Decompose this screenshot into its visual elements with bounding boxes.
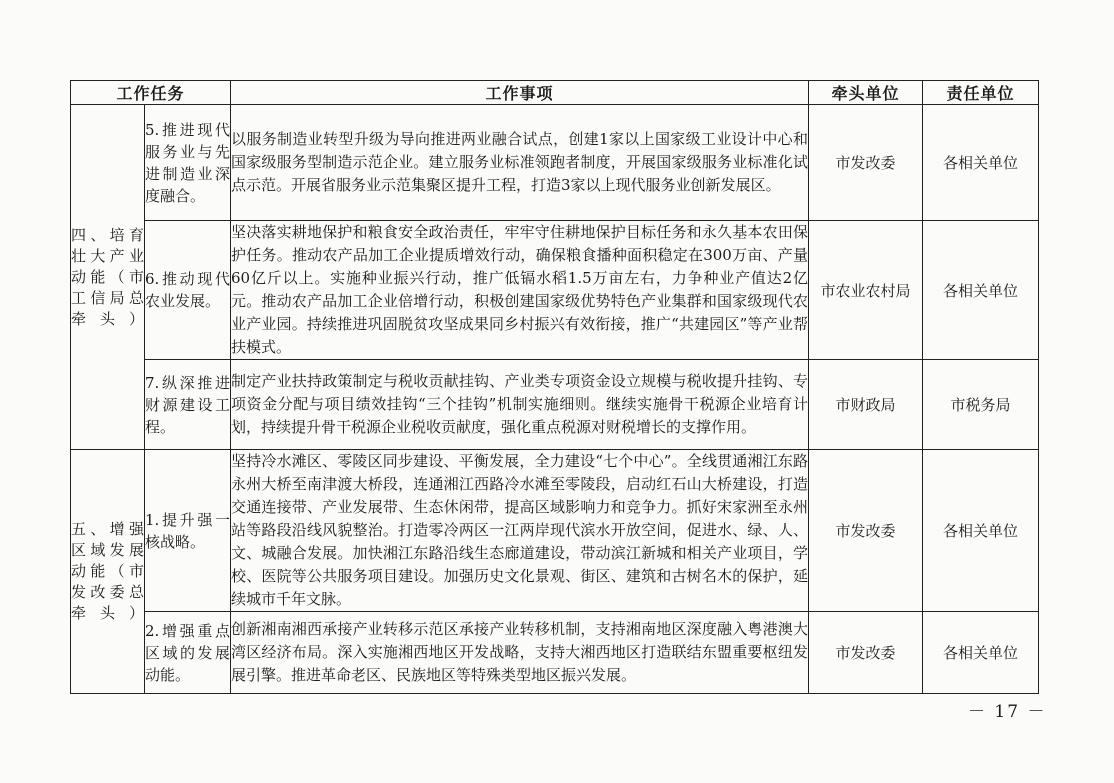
detail-cell: 坚持冷水滩区、零陵区同步建设、平衡发展，全力建设“七个中心”。全线贯通湘江东路永州大桥至南津渡大桥段，连通湘江西路冷水滩至零陵段，启动红石山大桥建设，打造交通连接带、产业发展带、生态休闲带，提高区域影响力和竞争力。抓好宋家洲至永州站等路段沿线风貌整治。打造零冷两区一江两岸现代滨水开放空间，促进水、绿、人、文、城融合发展。加快湘江东路沿线生态廊道建设，带动滨江新城和相关产业项目，学校、医院等公共服务项目建设。加强历史文化景观、街区、建筑和古树名木的保护，延续城市千年文脉。 bbox=[231, 450, 809, 612]
table-row bbox=[71, 105, 1039, 221]
detail-cell: 以服务制造业转型升级为导向推进两业融合试点，创建1家以上国家级工业设计中心和国家级服务型制造示范企业。建立服务业标准领跑者制度，开展国家级服务业标准化试点示范。开展省服务业示范集聚区提升工程，打造3家以上现代服务业创新发展区。 bbox=[231, 105, 809, 221]
table-header-row bbox=[71, 81, 1039, 105]
subtask-cell: 7.纵深推进财源建设工程。 bbox=[145, 360, 231, 450]
header-lead-unit: 牵头单位 bbox=[809, 81, 923, 105]
lead-unit-cell: 市发改委 bbox=[809, 105, 923, 221]
header-work-item: 工作事项 bbox=[231, 81, 809, 105]
responsible-unit-cell: 各相关单位 bbox=[923, 612, 1039, 694]
responsible-unit-cell: 各相关单位 bbox=[923, 450, 1039, 612]
lead-unit-cell: 市发改委 bbox=[809, 612, 923, 694]
subtask-cell: 2.增强重点区域的发展动能。 bbox=[145, 612, 231, 694]
subtask-cell: 5.推进现代服务业与先进制造业深度融合。 bbox=[145, 105, 231, 221]
table-row bbox=[71, 450, 1039, 612]
category-cell: 四、培育壮大产业动能（市工信局总牵头） bbox=[71, 105, 145, 450]
lead-unit-cell: 市财政局 bbox=[809, 360, 923, 450]
work-task-table bbox=[70, 80, 1039, 694]
detail-cell: 创新湘南湘西承接产业转移示范区承接产业转移机制，支持湘南地区深度融入粤港澳大湾区经济布局。深入实施湘西地区开发战略，支持大湘西地区打造联结东盟重要枢纽发展引擎。推进革命老区、民族地区等特殊类型地区振兴发展。 bbox=[231, 612, 809, 694]
subtask-cell: 6.推动现代农业发展。 bbox=[145, 221, 231, 360]
detail-cell: 制定产业扶持政策制定与税收贡献挂钩、产业类专项资金设立规模与税收提升挂钩、专项资金分配与项目绩效挂钩“三个挂钩”机制实施细则。继续实施骨干税源企业培育计划，持续提升骨干税源企业税收贡献度，强化重点税源对财税增长的支撑作用。 bbox=[231, 360, 809, 450]
responsible-unit-cell: 市税务局 bbox=[923, 360, 1039, 450]
table-row bbox=[71, 612, 1039, 694]
table-row bbox=[71, 221, 1039, 360]
header-responsible-unit: 责任单位 bbox=[923, 81, 1039, 105]
detail-cell: 坚决落实耕地保护和粮食安全政治责任，牢牢守住耕地保护目标任务和永久基本农田保护任务。推动农产品加工企业提质增效行动，确保粮食播种面积稳定在300万亩、产量60亿斤以上。实施种业振兴行动，推广低镉水稻1.5万亩左右，力争种业产值达2亿元。推动农产品加工企业倍增行动，积极创建国家级优势特色产业集群和国家级现代农业产业园。持续推进巩固脱贫攻坚成果同乡村振兴有效衔接，推广“共建园区”等产业帮扶模式。 bbox=[231, 221, 809, 360]
table-row bbox=[71, 360, 1039, 450]
responsible-unit-cell: 各相关单位 bbox=[923, 221, 1039, 360]
lead-unit-cell: 市发改委 bbox=[809, 450, 923, 612]
responsible-unit-cell: 各相关单位 bbox=[923, 105, 1039, 221]
subtask-cell: 1.提升强一核战略。 bbox=[145, 450, 231, 612]
page-number: － 17 － bbox=[968, 702, 1047, 722]
lead-unit-cell: 市农业农村局 bbox=[809, 221, 923, 360]
header-work-task: 工作任务 bbox=[71, 81, 231, 105]
category-cell: 五、增强区域发展动能（市发改委总牵头） bbox=[71, 450, 145, 694]
